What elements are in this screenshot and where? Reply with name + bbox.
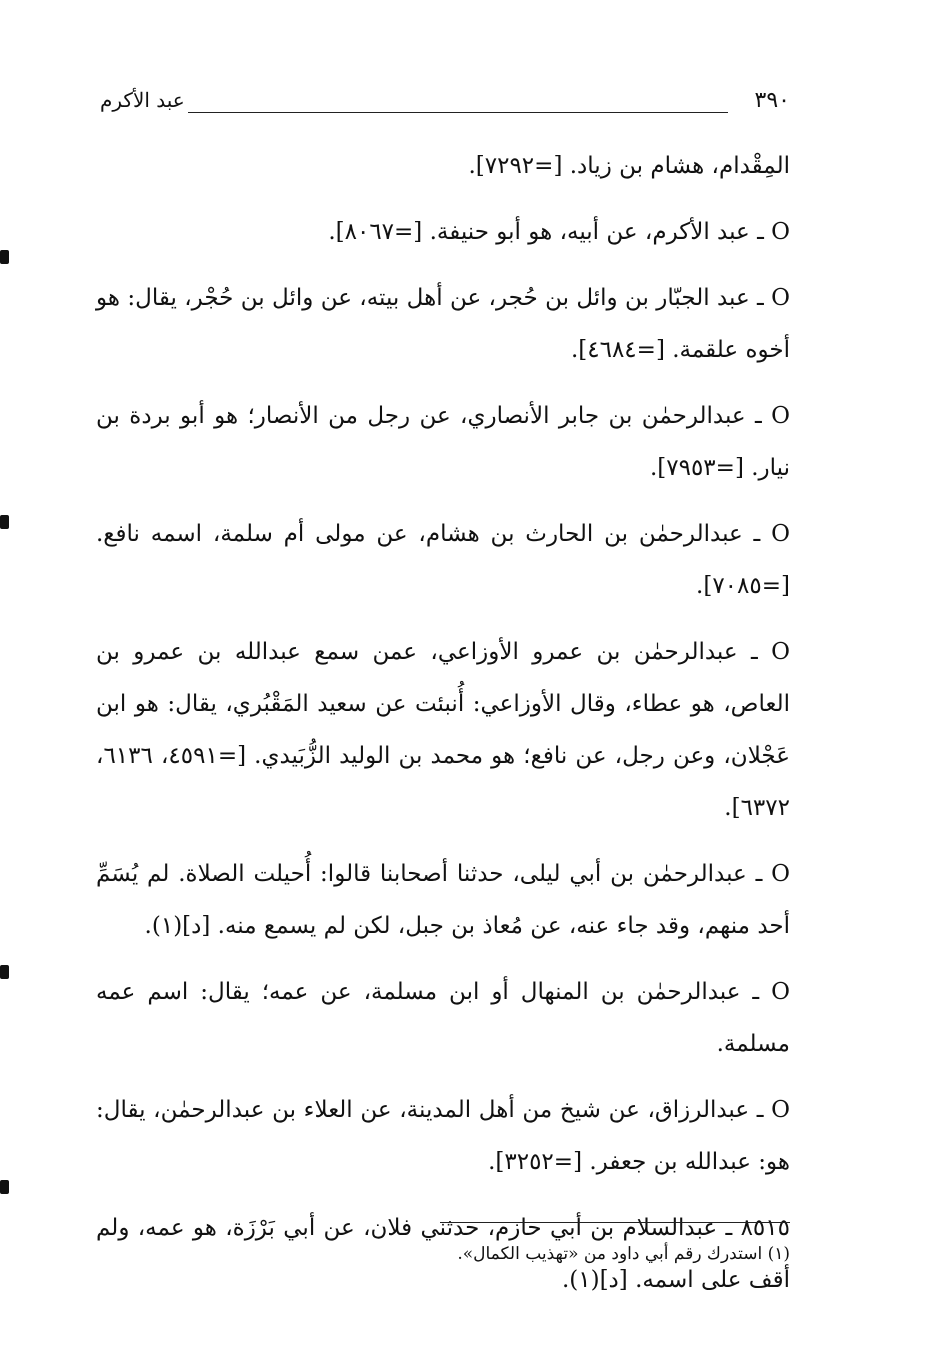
entry-paragraph: ٨٥١٥ ـ عبدالسلام بن أبي حازم، حدثني فلان، عن أبي بَرْزَة، هو عمه، ولم أقف على اسمه. [د](١). xyxy=(96,1215,790,1293)
scan-edge-mark xyxy=(0,515,9,529)
scan-edge-mark xyxy=(0,250,9,264)
entry-paragraph: O ـ عبدالرحمٰن بن الحارث بن هشام، عن مولى أم سلمة، اسمه نافع. [=٧٠٨٥]. xyxy=(96,521,790,599)
entry-paragraph: O ـ عبدالرحمٰن بن جابر الأنصاري، عن رجل من الأنصار؛ هو أبو بردة بن نيار. [=٧٩٥٣]. xyxy=(96,403,790,481)
entry-paragraph: O ـ عبد الأكرم، عن أبيه، هو أبو حنيفة. [=٨٠٦٧]. xyxy=(328,219,790,245)
page-header xyxy=(100,88,790,122)
entry-paragraph: المِقْدام، هشام بن زياد. [=٧٢٩٢]. xyxy=(468,153,790,179)
scan-edge-mark xyxy=(0,1180,9,1194)
header-rule xyxy=(188,112,728,113)
entry-paragraph: O ـ عبدالرحمٰن بن أبي ليلى، حدثنا أصحابنا قالوا: أُحيلت الصلاة. لم يُسَمِّ أحد منهم، وقد جاء عنه، عن مُعاذ بن جبل، لكن لم يسمع منه. [د](١). xyxy=(96,861,790,939)
scan-edge-mark xyxy=(0,965,9,979)
running-title: عبد الأكرم xyxy=(100,88,185,112)
entry-paragraph: O ـ عبدالرحمٰن بن المنهال أو ابن مسلمة، عن عمه؛ يقال: اسم عمه مسلمة. xyxy=(96,979,790,1057)
footnote: (١) استدرك رقم أبي داود من «تهذيب الكمال». xyxy=(457,1244,790,1264)
footnote-rule xyxy=(440,1222,790,1223)
entry-paragraph: O ـ عبدالرزاق، عن شيخ من أهل المدينة، عن العلاء بن عبدالرحمٰن، يقال: هو: عبدالله بن جعفر. [=٣٢٥٢]. xyxy=(96,1097,790,1175)
entry-paragraph: O ـ عبد الجبّار بن وائل بن حُجر، عن أهل بيته، عن وائل بن حُجْر، يقال: هو أخوه علقمة. [=٤٦٨٤]. xyxy=(96,285,790,363)
entry-paragraph: O ـ عبدالرحمٰن بن عمرو الأوزاعي، عمن سمع عبدالله بن عمرو بن العاص، هو عطاء، وقال الأوزاعي: أُنبئت عن سعيد المَقْبُري، يقال: هو ابن عَجْلان، وعن رجل، عن نافع؛ هو محمد بن الوليد الزُّبَيدي. [=٤٥٩١، ٦١٣٦، ٦٣٧٢]. xyxy=(96,639,790,821)
page-number: ٣٩٠ xyxy=(754,88,790,113)
page-body xyxy=(96,140,790,1320)
